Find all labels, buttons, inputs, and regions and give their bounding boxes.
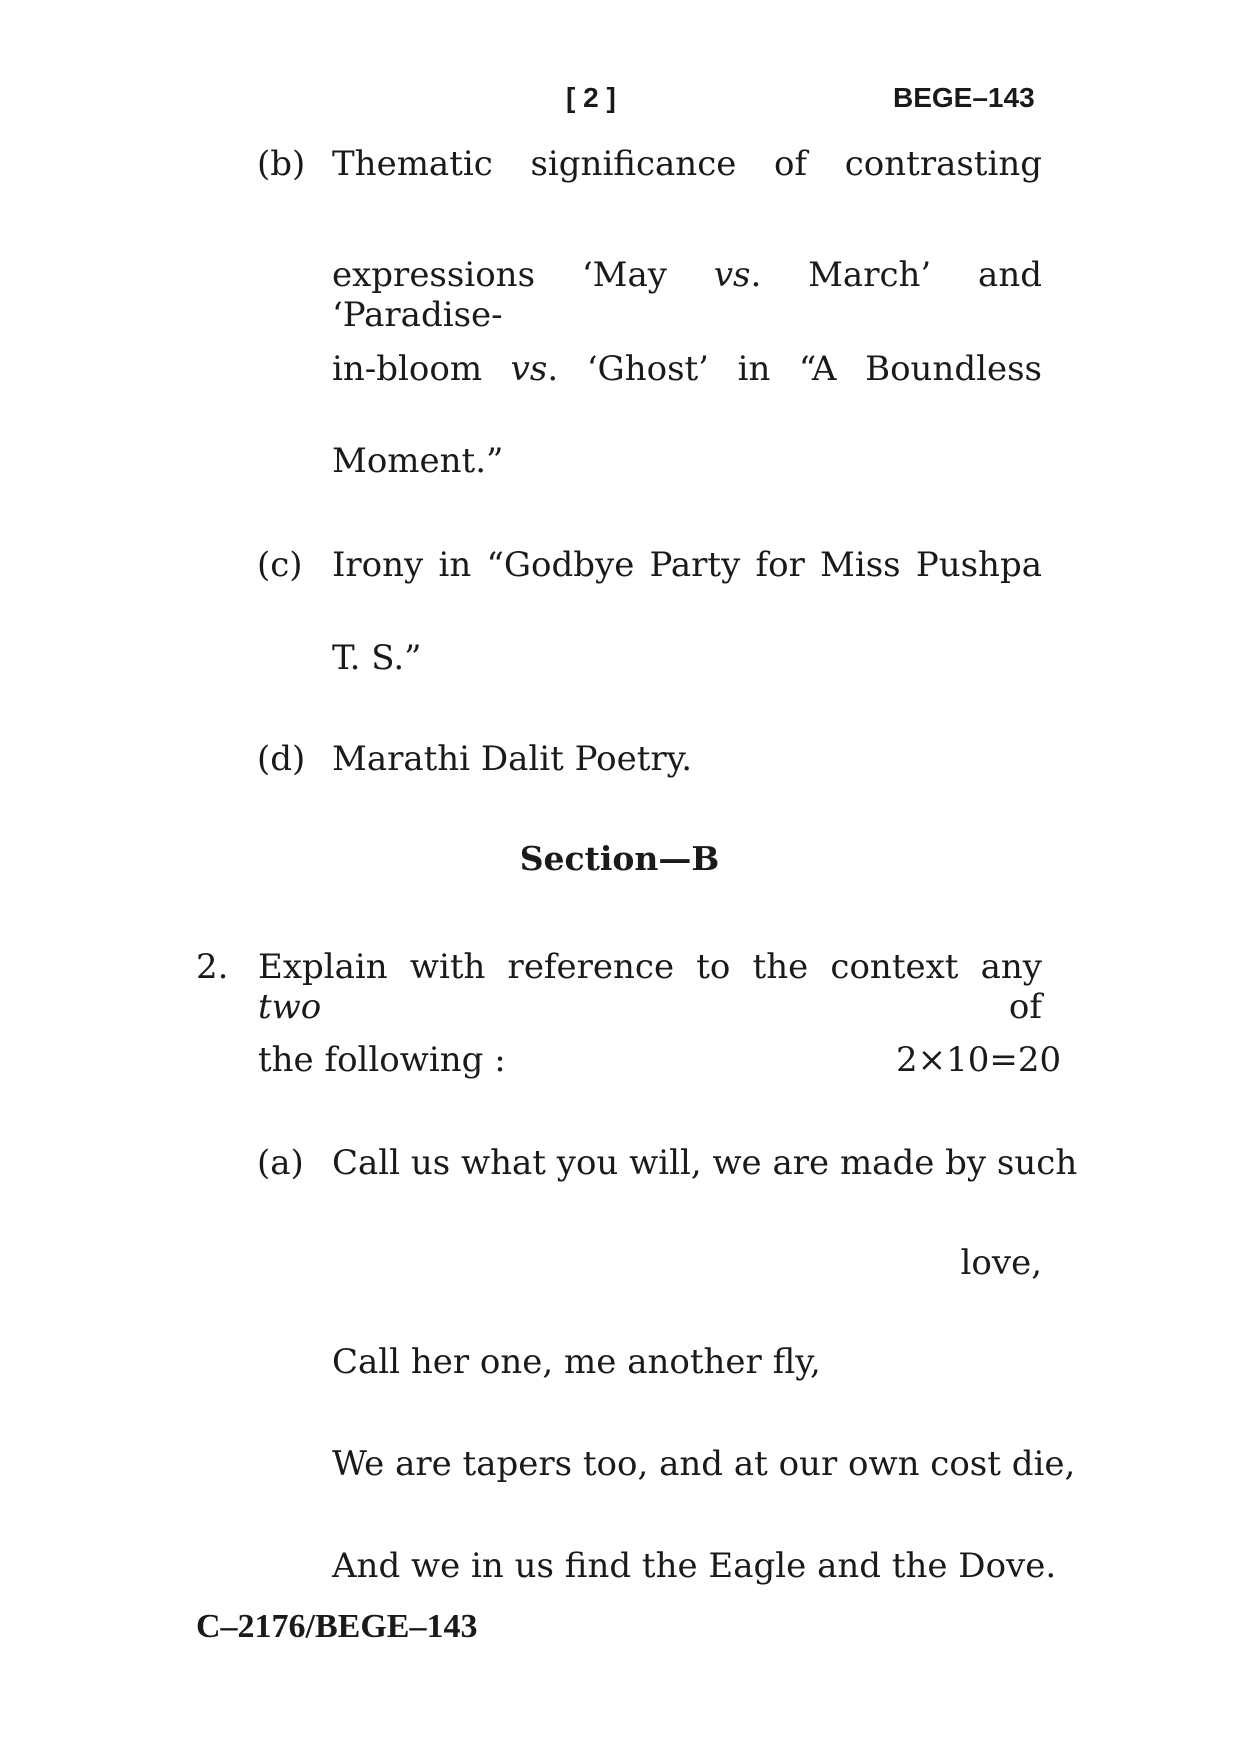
item-b-line-2: expressions ‘May vs. March’ and ‘Paradise-	[332, 255, 1042, 335]
item-b-line-4: Moment.”	[332, 441, 504, 481]
item-label-b: (b)	[257, 144, 306, 184]
footer-code: C–2176/BEGE–143	[196, 1608, 478, 1645]
poem-line-1-continuation: love,	[960, 1243, 1042, 1283]
question-2-line-1: Explain with reference to the context any two of	[258, 947, 1042, 1027]
paper-code: BEGE–143	[893, 82, 1035, 113]
item-b-line-1: Thematic significance of contrasting	[332, 144, 1042, 184]
poem-line-2: Call her one, me another fly,	[332, 1342, 821, 1382]
page-number: [ 2 ]	[566, 82, 616, 113]
question-number: 2.	[196, 947, 229, 987]
item-label-d: (d)	[257, 739, 306, 779]
poem-line-3: We are tapers too, and at our own cost die,	[332, 1444, 1076, 1484]
item-label-c: (c)	[257, 545, 303, 585]
question-2-line-2: the following :	[258, 1040, 506, 1080]
item-d-line-1: Marathi Dalit Poetry.	[332, 739, 693, 779]
poem-line-1: Call us what you will, we are made by such	[332, 1143, 1078, 1183]
item-c-line-2: T. S.”	[332, 638, 422, 678]
item-label-a: (a)	[257, 1143, 304, 1183]
item-b-line-3: in-bloom vs. ‘Ghost’ in “A Boundless	[332, 349, 1042, 389]
item-c-line-1: Irony in “Godbye Party for Miss Pushpa	[332, 545, 1042, 585]
marks: 2×10=20	[896, 1040, 1062, 1080]
section-title: Section—B	[519, 839, 720, 878]
poem-line-4: And we in us find the Eagle and the Dove.	[332, 1546, 1057, 1586]
